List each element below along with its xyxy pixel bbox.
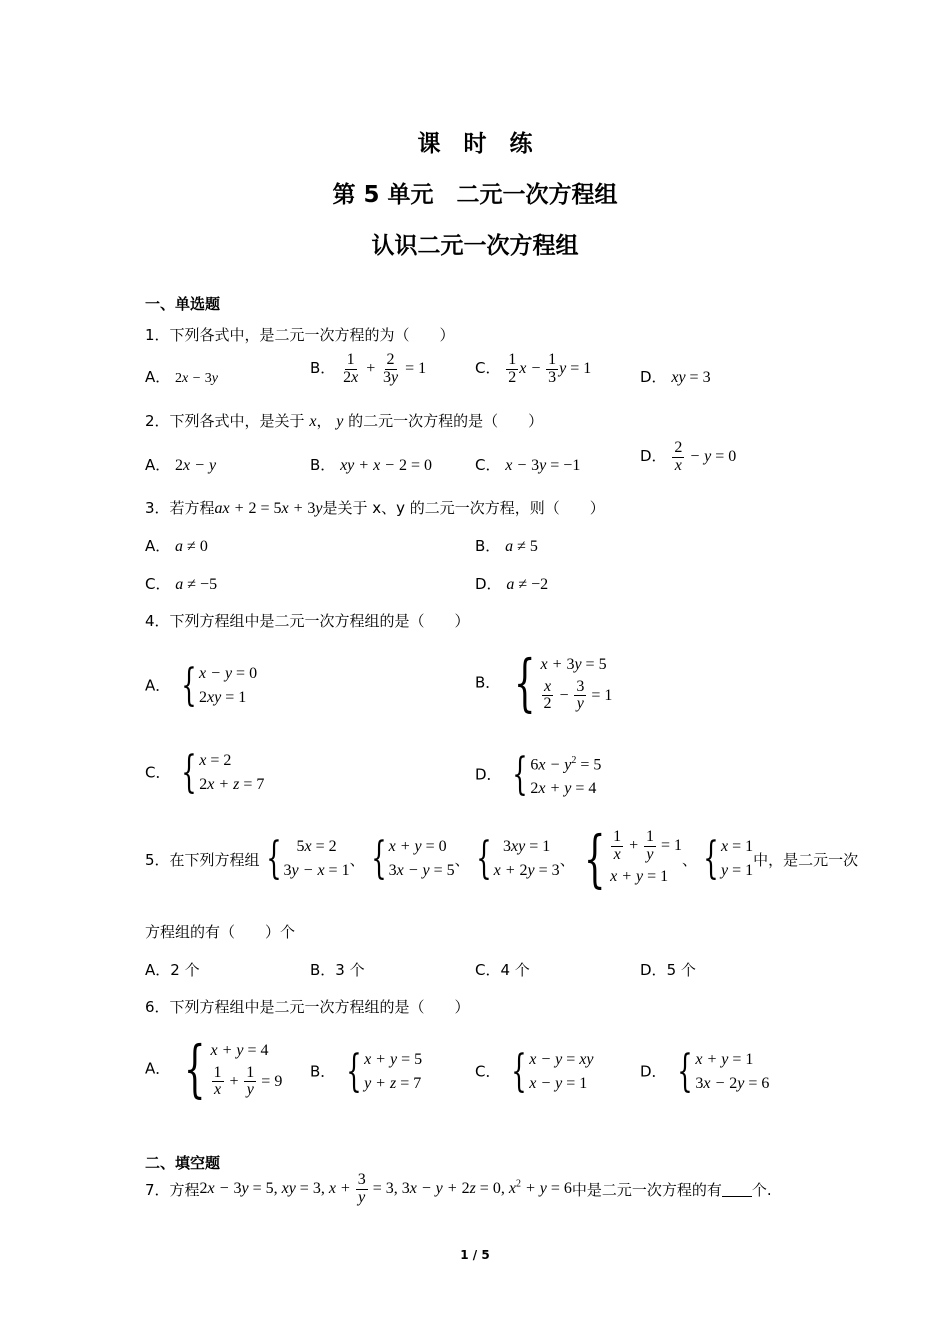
- q3-stem-part-b: 是关于 x、y 的二元一次方程，则（ ）: [322, 499, 605, 517]
- q4-option-c-label: C．: [145, 763, 171, 782]
- q1-option-d-formula: xy = 3: [671, 369, 711, 386]
- q3-option-a: [145, 535, 208, 556]
- q5-option-a-label: A．: [145, 961, 171, 979]
- section-heading-fill-blank: 二、填空题: [145, 1154, 221, 1172]
- q6-option-c-label: C．: [475, 1062, 501, 1081]
- q2-option-b-label: B．: [310, 456, 336, 474]
- q2-option-b-formula: xy + x − 2 = 0: [340, 457, 433, 474]
- q4-option-a-label: A．: [145, 676, 171, 695]
- q5-system-5: { x = 1 y = 1: [703, 833, 754, 884]
- q6-option-b: [310, 1048, 422, 1096]
- q2-option-c: [475, 454, 580, 475]
- question-1-stem: 1．下列各式中，是二元一次方程的为（ ）: [145, 326, 455, 344]
- page-number: 1 / 5: [460, 1248, 490, 1262]
- q4-option-b: [475, 646, 613, 719]
- q4-option-b-system: { x + 3y = 5 $\frac{x}{2}$ − $\frac{3}{y}$ = 1: [513, 646, 613, 719]
- q1-option-c-formula: $\frac{1}{2}$ x − $\frac{1}{3}$ y = 1: [508, 351, 592, 386]
- section-heading-single-choice: 一、单选题: [145, 295, 221, 313]
- q3-option-b-label: B．: [475, 537, 501, 555]
- q4-option-d: [475, 749, 601, 801]
- q1-option-c-label: C．: [475, 358, 501, 377]
- q4-option-c-system: { x = 2 2x + z = 7: [181, 747, 265, 798]
- q3-option-b: [475, 535, 538, 556]
- q2-stem-part-a: 2．下列各式中，是关于: [145, 412, 305, 430]
- q1-option-a-formula: 2x − 3y: [175, 371, 218, 386]
- q4-option-a-system: { x − y = 0 2xy = 1: [181, 660, 258, 711]
- q5-system-4: { $\frac{1}{x}$ + $\frac{1}{y}$ = 1 x + y = 1: [583, 822, 682, 895]
- q4-option-d-system: { $6x - y^2 = 5$ 2x + y = 4: [512, 749, 602, 801]
- q2-option-a-label: A．: [145, 456, 171, 474]
- title-unit: 第 5 单元 二元一次方程组: [332, 182, 618, 208]
- q5-option-d-text: 5 个: [666, 961, 696, 979]
- q5-option-a-text: 2 个: [170, 961, 200, 979]
- q2-var-x: x: [309, 413, 317, 430]
- q4-option-d-label: D．: [475, 765, 502, 784]
- question-2-stem: [145, 410, 543, 431]
- q2-sep: ，: [316, 412, 332, 430]
- q5-option-b: [310, 959, 365, 980]
- q1-option-a: [145, 366, 218, 387]
- q7-stem-part-b: 中是二元一次方程的有: [571, 1180, 722, 1199]
- q5-sep-2: 、: [454, 850, 470, 869]
- q4-option-b-label: B．: [475, 673, 501, 692]
- title-lesson-practice: 课 时 练: [417, 131, 533, 157]
- q7-stem-part-c: 个.: [751, 1180, 772, 1199]
- q3-option-d-formula: a ≠ −2: [506, 576, 549, 593]
- q6-option-a-label: A．: [145, 1059, 171, 1078]
- q2-option-c-formula: x − 3y = −1: [505, 457, 581, 474]
- q5-option-a: [145, 959, 200, 980]
- q3-option-c-formula: a ≠ −5: [175, 576, 218, 593]
- q7-equations: 2x − 3y = 5, xy = 3, x + $\frac{3}{y}$ = 3, 3x − y + 2z = 0, $x^2 + y = 6$: [199, 1171, 572, 1206]
- q1-option-b-formula: $\frac{1}{2x}$ + $\frac{2}{3y}$ = 1: [343, 351, 427, 386]
- q3-option-a-label: A．: [145, 537, 171, 555]
- q1-option-b: [310, 352, 426, 387]
- q2-var-y: y: [336, 413, 344, 430]
- q5-option-b-text: 3 个: [335, 961, 365, 979]
- q5-stem-part-a: 5．在下列方程组: [145, 850, 260, 869]
- q5-stem-part-b: 中，是二元一次: [753, 850, 859, 869]
- q3-option-a-formula: a ≠ 0: [175, 538, 208, 555]
- q5-sep-1: 、: [349, 850, 365, 869]
- q6-option-d-system: { x + y = 1 3x − 2y = 6: [677, 1046, 770, 1097]
- q6-option-c: [475, 1048, 594, 1096]
- q4-option-c: [145, 749, 264, 797]
- q5-system-1: { 5x = 2 3y − x = 1: [265, 833, 350, 884]
- question-7-stem: [145, 1172, 772, 1207]
- q6-option-a: [145, 1032, 283, 1105]
- q3-stem-part-a: 3．若方程: [145, 499, 215, 517]
- q2-option-c-label: C．: [475, 456, 501, 474]
- q5-sep-3: 、: [559, 850, 575, 869]
- q3-option-c: [145, 573, 217, 594]
- q5-system-3: { 3xy = 1 x + 2y = 3: [475, 833, 560, 884]
- q6-option-b-system: { x + y = 5 y + z = 7: [346, 1046, 423, 1097]
- question-5-stem-cont: 方程组的有（ ）个: [145, 923, 296, 941]
- question-4-stem: 4．下列方程组中是二元一次方程组的是（ ）: [145, 612, 470, 630]
- q6-option-a-system: { x + y = 4 $\frac{1}{x}$ + $\frac{1}{y}$ = 9: [183, 1032, 283, 1105]
- q6-option-d: [640, 1048, 769, 1096]
- q3-option-b-formula: a ≠ 5: [505, 538, 538, 555]
- q5-option-c-label: C．: [475, 961, 501, 979]
- q1-option-b-label: B．: [310, 358, 336, 377]
- question-3-stem: [145, 497, 605, 518]
- q6-option-c-system: { x − y = xy x − y = 1: [511, 1046, 594, 1097]
- q3-option-d-label: D．: [475, 575, 502, 593]
- q3-equation: ax + 2 = 5x + 3y: [214, 500, 323, 517]
- title-topic: 认识二元一次方程组: [371, 233, 579, 259]
- q2-option-a: [145, 454, 216, 475]
- q2-stem-part-b: 的二元一次方程的是（ ）: [348, 412, 544, 430]
- q4-option-a: [145, 662, 257, 710]
- q2-option-d-label: D．: [640, 446, 667, 465]
- q5-option-c: [475, 959, 530, 980]
- q6-option-d-label: D．: [640, 1062, 667, 1081]
- q6-option-b-label: B．: [310, 1062, 336, 1081]
- question-5-stem: [145, 822, 859, 895]
- q2-option-b: [310, 454, 432, 475]
- q5-option-b-label: B．: [310, 961, 336, 979]
- question-6-stem: 6．下列方程组中是二元一次方程组的是（ ）: [145, 998, 470, 1016]
- q3-option-d: [475, 573, 548, 594]
- q5-system-2: { x + y = 0 3x − y = 5: [370, 833, 455, 884]
- q3-option-c-label: C．: [145, 575, 171, 593]
- q2-option-d: [640, 440, 736, 475]
- q7-answer-blank[interactable]: [722, 1182, 752, 1197]
- q1-option-d-label: D．: [640, 368, 667, 386]
- q2-option-d-formula: $\frac{2}{x}$ − y = 0: [674, 439, 737, 474]
- q5-option-d: [640, 959, 696, 980]
- q5-sep-4: 、: [681, 850, 697, 869]
- q1-option-c: [475, 352, 591, 387]
- q5-option-c-text: 4 个: [500, 961, 530, 979]
- q5-option-d-label: D．: [640, 961, 667, 979]
- q1-option-a-label: A．: [145, 368, 171, 386]
- q1-option-d: [640, 366, 711, 387]
- q7-stem-part-a: 7．方程: [145, 1180, 200, 1199]
- q2-option-a-formula: 2x − y: [175, 457, 217, 474]
